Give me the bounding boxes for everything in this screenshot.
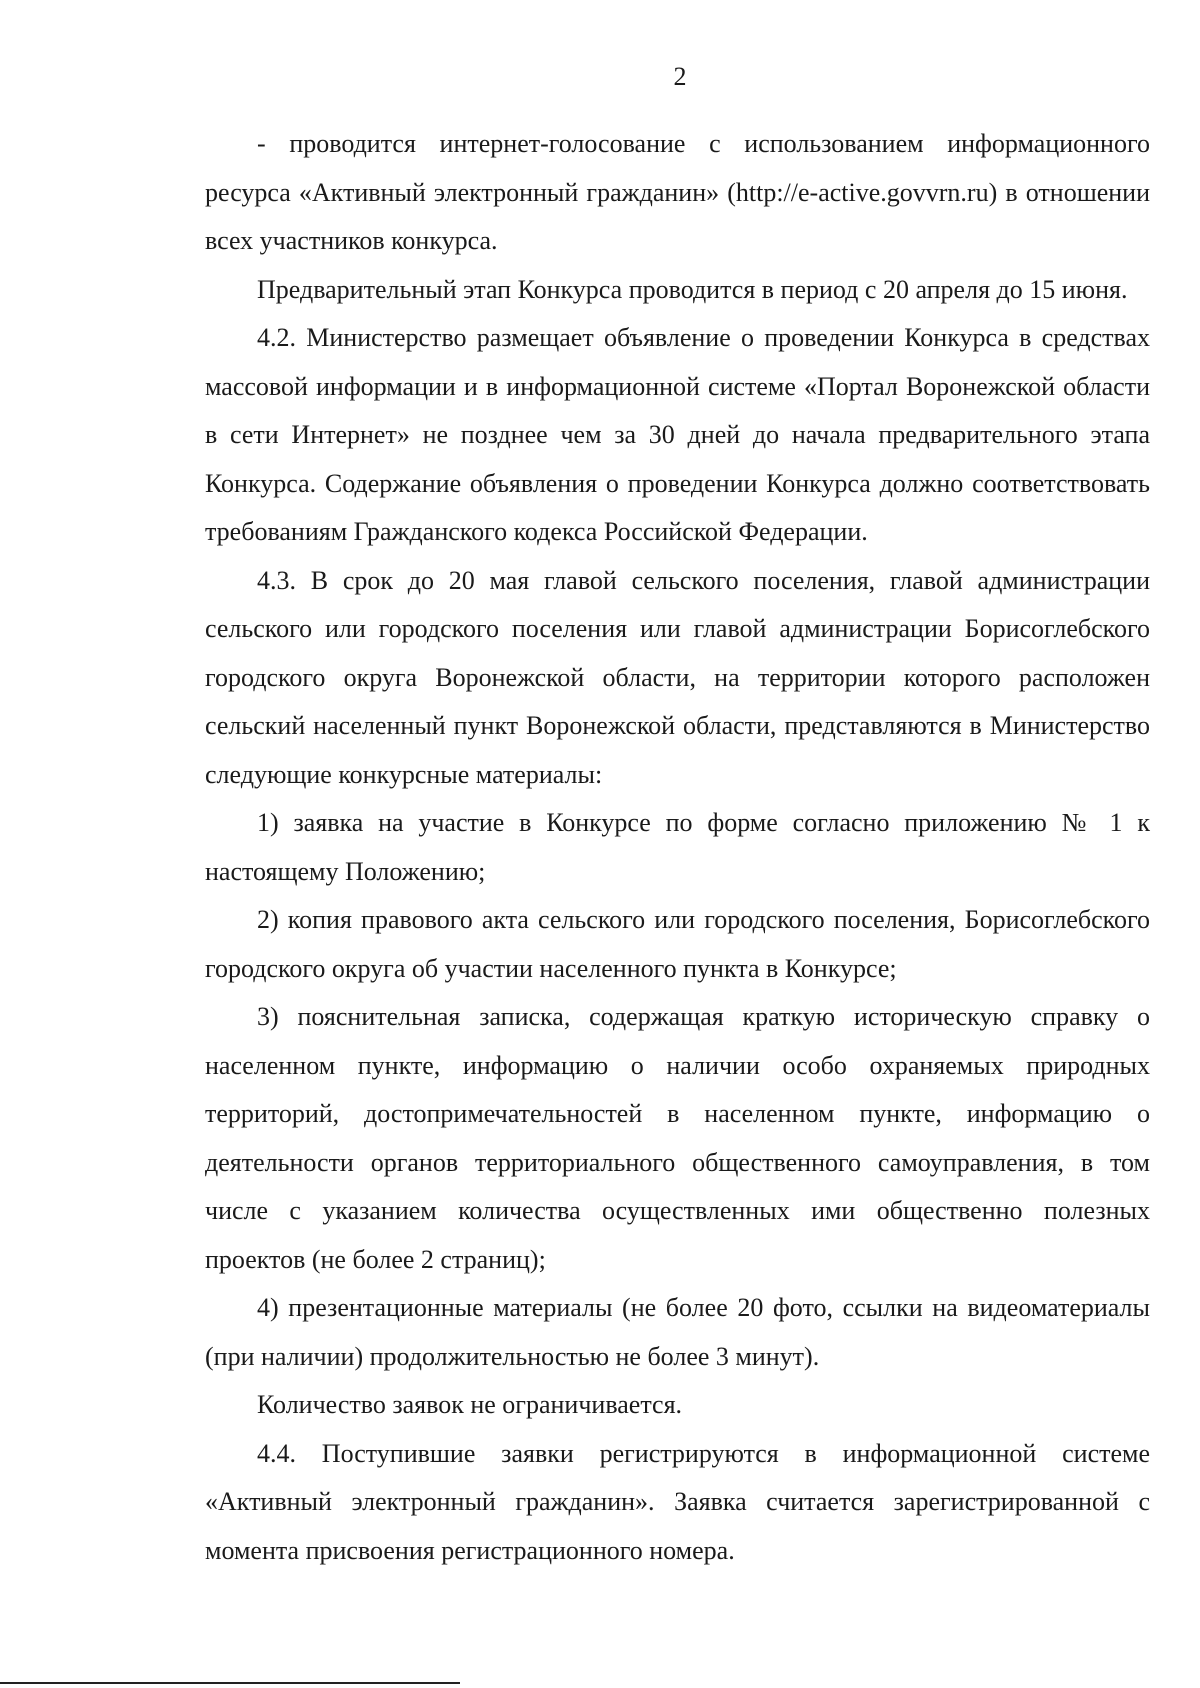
list-item-2: 2) копия правового акта сельского или городского поселения, Борисоглебского городского округа об участии населенного пункта в Конкурсе; bbox=[205, 905, 1150, 983]
paragraph-4-2: 4.2. Министерство размещает объявление о проведении Конкурса в средствах массовой информации и в информационной системе «Портал Воронежской области в сети Интернет» не позднее чем за 30 дней до начала предварительного этапа Конкурса. Содержание объявления о проведении Конкурса должно соответствовать требованиям Гражданского кодекса Российской Федерации. bbox=[205, 323, 1150, 546]
paragraph-4-4: 4.4. Поступившие заявки регистрируются в информационной системе «Активный электронный гражданин». Заявка считается зарегистрированной с момента присвоения регистрационного номера. bbox=[205, 1438, 1150, 1565]
paragraph-applications-unlimited: Количество заявок не ограничивается. bbox=[257, 1390, 683, 1419]
bottom-rule-divider bbox=[0, 1682, 460, 1684]
list-item-3: 3) пояснительная записка, содержащая краткую историческую справку о населенном пункте, информацию о наличии особо охраняемых природных территорий, достопримечательностей в населенном пункте, информацию о деятельности органов территориального общественного самоуправления, в том числе с указанием количества осуществленных ими общественно полезных проектов (не более 2 страниц); bbox=[205, 1002, 1150, 1274]
list-item-1: 1) заявка на участие в Конкурсе по форме согласно приложению № 1 к настоящему Положению; bbox=[205, 808, 1150, 886]
paragraph-preliminary-stage: Предварительный этап Конкурса проводится в период с 20 апреля до 15 июня. bbox=[257, 274, 1128, 304]
list-item-4: 4) презентационные материалы (не более 20 фото, ссылки на видеоматериалы (при наличии) продолжительностью не более 3 минут). bbox=[205, 1293, 1150, 1371]
paragraph-4-3: 4.3. В срок до 20 мая главой сельского поселения, главой администрации сельского или городского поселения или главой администрации Борисоглебского городского округа Воронежской области, на территории которого расположен сельский населенный пункт Воронежской области, представляются в Министерство следующие конкурсные материалы: bbox=[205, 565, 1150, 789]
page-number: 2 bbox=[673, 62, 687, 91]
paragraph-voting: - проводится интернет-голосование с использованием информационного ресурса «Активный электронный гражданин» (http://e-active.govvrn.ru) в отношении всех участников конкурса. bbox=[205, 129, 1150, 255]
document-body bbox=[205, 120, 1150, 1575]
